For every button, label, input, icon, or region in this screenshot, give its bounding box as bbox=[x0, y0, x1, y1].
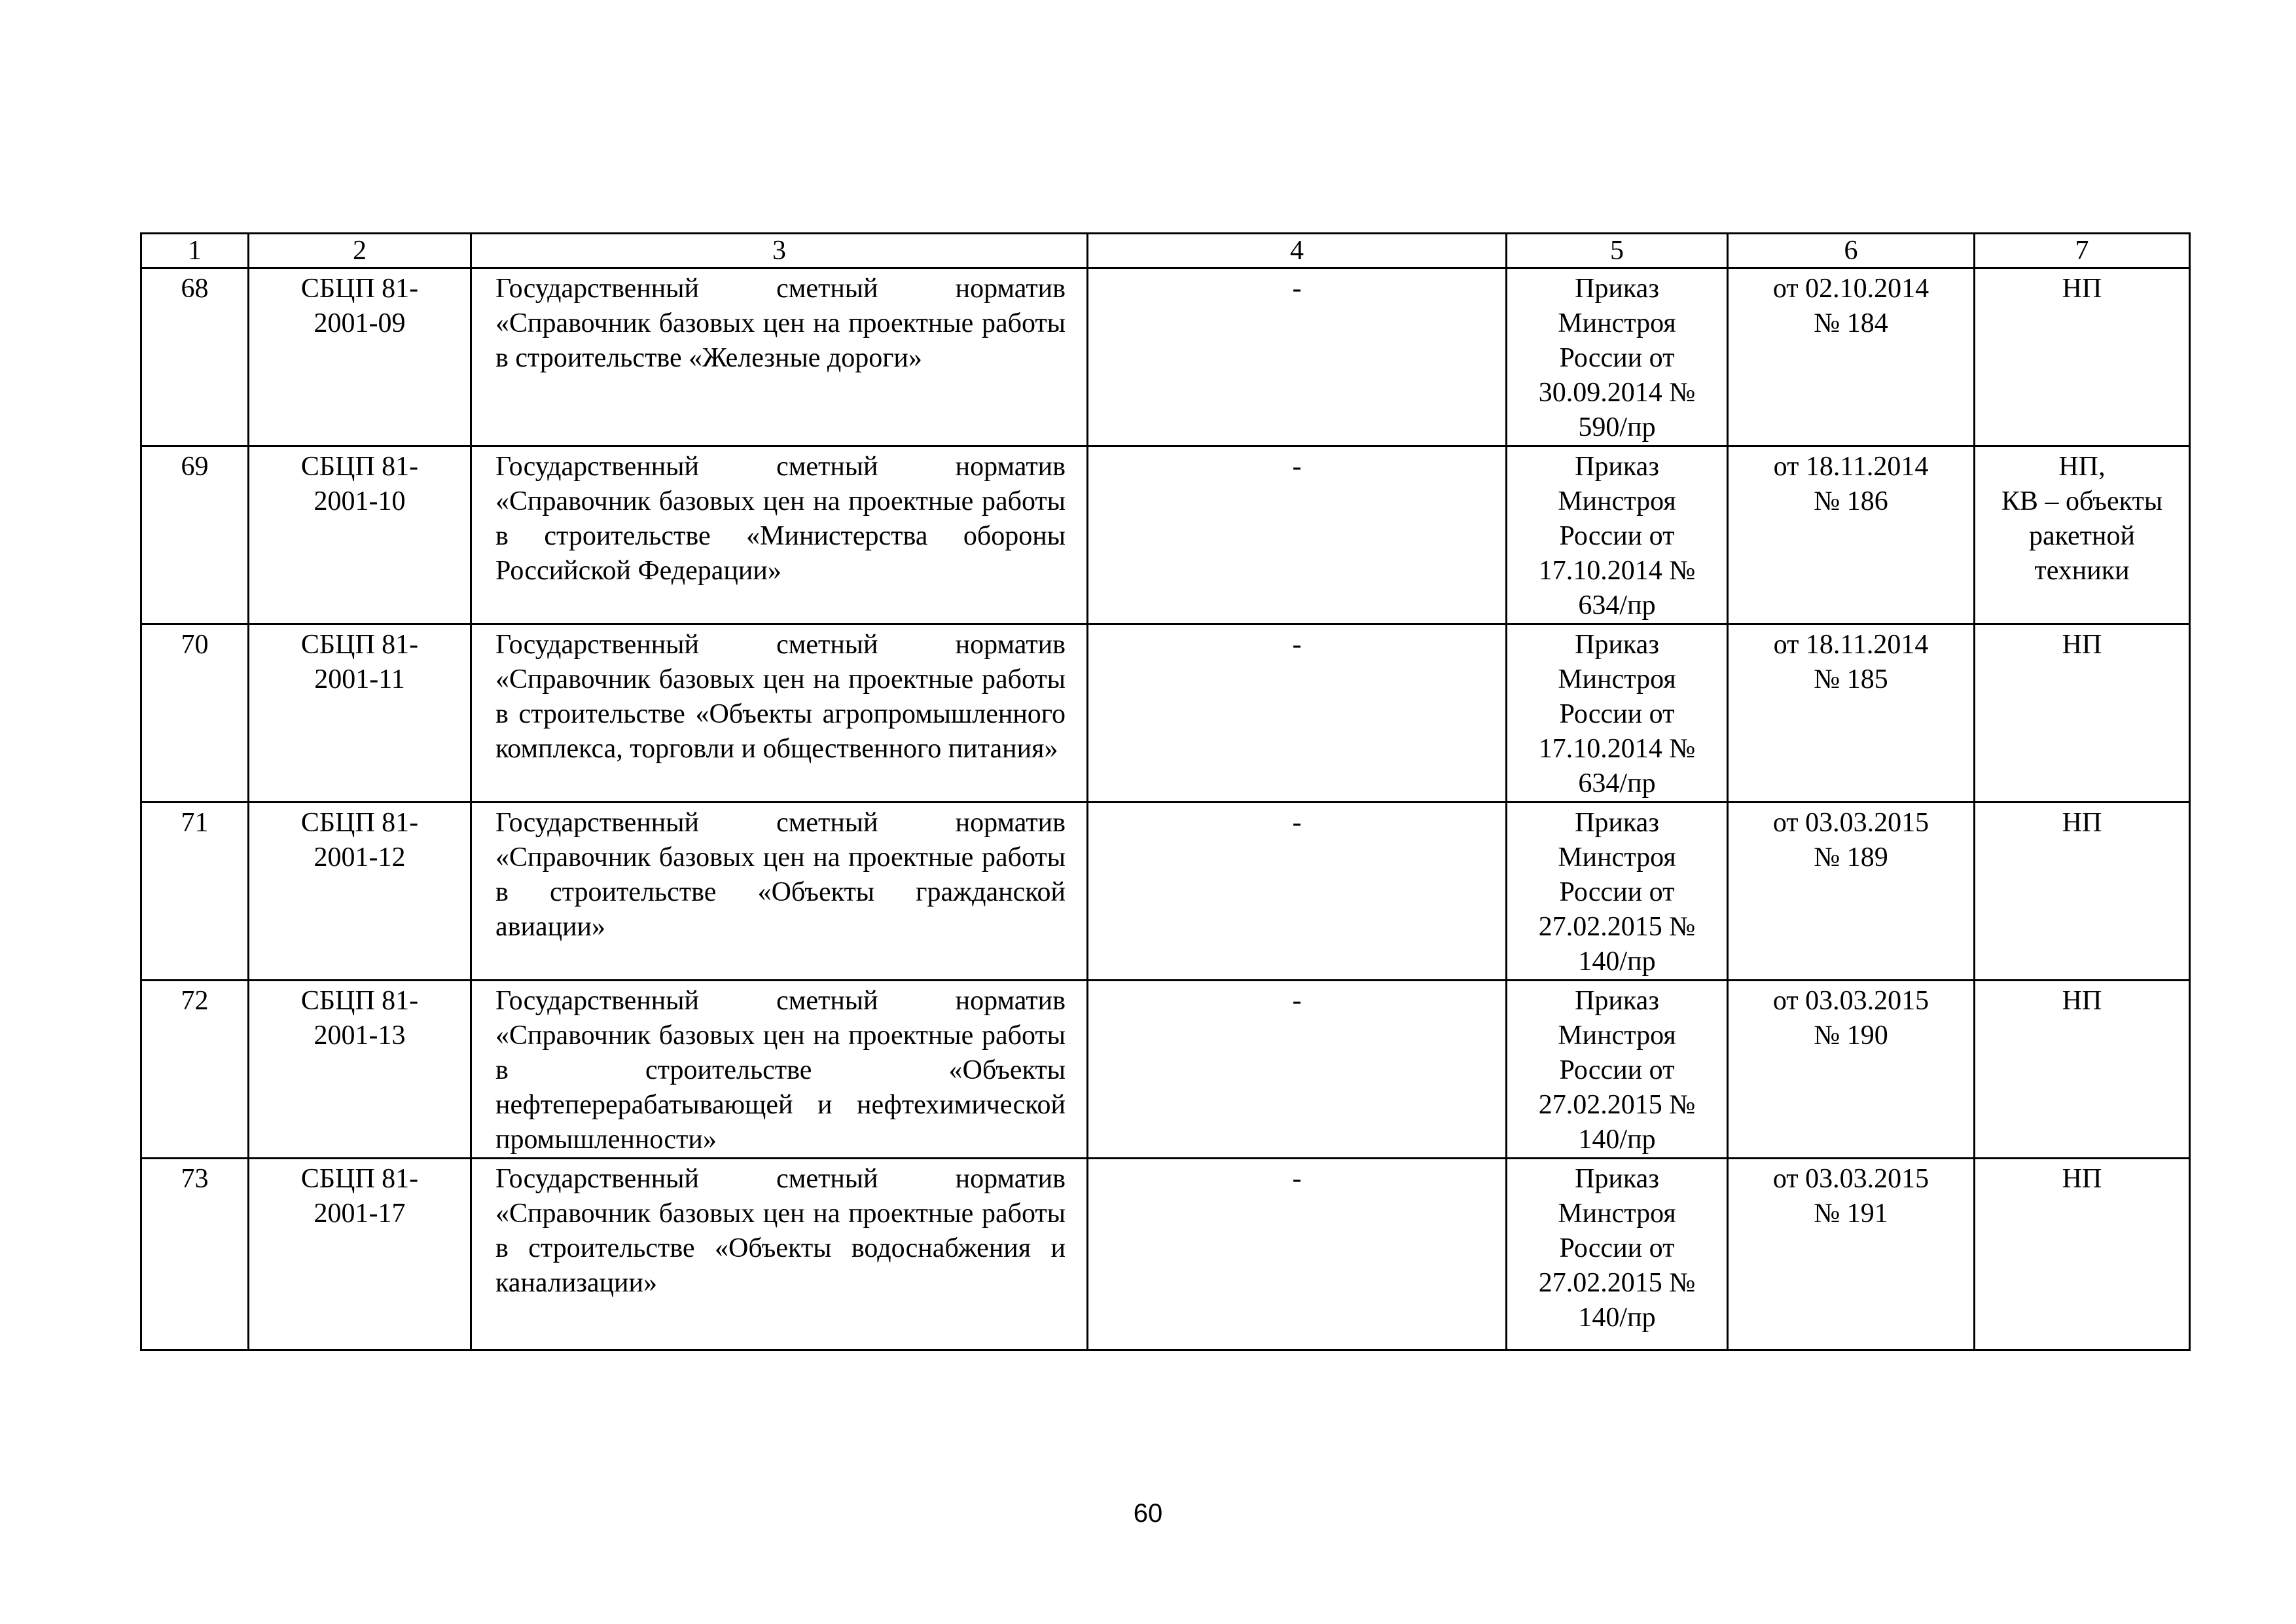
order-line: 27.02.2015 № bbox=[1538, 912, 1696, 942]
registration-date bbox=[1728, 624, 1975, 803]
normative-name: Государственный сметный норматив «Справочник базовых цен на проектные работы в строительстве «Министерства обороны Российской Федерации» bbox=[471, 446, 1088, 624]
approval-order bbox=[1507, 1159, 1728, 1350]
note-line: КВ – объекты bbox=[2001, 486, 2163, 516]
normative-code bbox=[249, 446, 471, 624]
table-row bbox=[141, 803, 2190, 981]
order-line: Приказ bbox=[1575, 452, 1659, 482]
page-number: 60 bbox=[1133, 1499, 1163, 1528]
row-number: 68 bbox=[141, 268, 249, 446]
row-number: 69 bbox=[141, 446, 249, 624]
order-line: Минстроя bbox=[1558, 664, 1676, 695]
order-line: Приказ bbox=[1575, 986, 1659, 1016]
date-line: № 184 bbox=[1814, 308, 1888, 338]
order-line: Приказ bbox=[1575, 274, 1659, 304]
date-line: от 02.10.2014 bbox=[1772, 274, 1929, 304]
table-row bbox=[141, 981, 2190, 1159]
normative-code bbox=[249, 1159, 471, 1350]
note bbox=[1975, 1159, 2190, 1350]
code-line: 2001-10 bbox=[314, 486, 406, 516]
column-header: 1 bbox=[141, 234, 249, 268]
note-line: НП bbox=[2062, 986, 2102, 1016]
order-line: Приказ bbox=[1575, 1164, 1659, 1194]
code-line: СБЦП 81- bbox=[300, 808, 419, 838]
order-line: 634/пр bbox=[1578, 590, 1656, 621]
order-line: 27.02.2015 № bbox=[1538, 1090, 1696, 1120]
date-line: № 191 bbox=[1814, 1199, 1888, 1229]
row-number: 72 bbox=[141, 981, 249, 1159]
normative-code bbox=[249, 268, 471, 446]
order-line: 27.02.2015 № bbox=[1538, 1268, 1696, 1298]
date-line: № 189 bbox=[1814, 842, 1888, 873]
date-line: № 185 bbox=[1814, 664, 1888, 695]
column-header: 3 bbox=[471, 234, 1088, 268]
row-number: 73 bbox=[141, 1159, 249, 1350]
code-line: 2001-11 bbox=[314, 664, 405, 695]
code-line: 2001-13 bbox=[314, 1020, 406, 1051]
order-line: Приказ bbox=[1575, 808, 1659, 838]
approval-order bbox=[1507, 981, 1728, 1159]
note bbox=[1975, 446, 2190, 624]
note bbox=[1975, 624, 2190, 803]
note-line: техники bbox=[2034, 556, 2130, 586]
order-line: 17.10.2014 № bbox=[1538, 556, 1696, 586]
row-number: 71 bbox=[141, 803, 249, 981]
note-line: НП bbox=[2062, 630, 2102, 660]
registration-date bbox=[1728, 981, 1975, 1159]
registration-date bbox=[1728, 1159, 1975, 1350]
column-number-row bbox=[141, 234, 2190, 268]
order-line: Минстроя bbox=[1558, 1020, 1676, 1051]
order-line: России от bbox=[1559, 521, 1675, 551]
order-line: Минстроя bbox=[1558, 1199, 1676, 1229]
code-line: СБЦП 81- bbox=[300, 1164, 419, 1194]
order-line: Приказ bbox=[1575, 630, 1659, 660]
row-number: 70 bbox=[141, 624, 249, 803]
registration-date bbox=[1728, 268, 1975, 446]
note-line: НП bbox=[2062, 808, 2102, 838]
column-header: 2 bbox=[249, 234, 471, 268]
note bbox=[1975, 981, 2190, 1159]
approval-order bbox=[1507, 624, 1728, 803]
note-line: НП bbox=[2062, 1164, 2102, 1194]
normative-name: Государственный сметный норматив «Справочник базовых цен на проектные работы в строительстве «Объекты водоснабжения и канализации» bbox=[471, 1159, 1088, 1350]
approval-order bbox=[1507, 268, 1728, 446]
column-header: 4 bbox=[1088, 234, 1507, 268]
approval-order bbox=[1507, 803, 1728, 981]
normative-code bbox=[249, 981, 471, 1159]
date-line: от 18.11.2014 bbox=[1773, 630, 1929, 660]
note-line: НП bbox=[2062, 274, 2102, 304]
registration-date bbox=[1728, 446, 1975, 624]
code-line: 2001-12 bbox=[314, 842, 406, 873]
normative-code bbox=[249, 803, 471, 981]
code-line: СБЦП 81- bbox=[300, 274, 419, 304]
column-header: 7 bbox=[1975, 234, 2190, 268]
code-line: СБЦП 81- bbox=[300, 452, 419, 482]
date-line: № 190 bbox=[1814, 1020, 1888, 1051]
order-line: 634/пр bbox=[1578, 768, 1656, 799]
column-4-value: - bbox=[1088, 981, 1507, 1159]
normative-name: Государственный сметный норматив «Справочник базовых цен на проектные работы в строительстве «Объекты гражданской авиации» bbox=[471, 803, 1088, 981]
column-4-value: - bbox=[1088, 624, 1507, 803]
order-line: 30.09.2014 № bbox=[1538, 378, 1696, 408]
code-line: СБЦП 81- bbox=[300, 986, 419, 1016]
normative-registry-table bbox=[140, 232, 2191, 1351]
normative-name: Государственный сметный норматив «Справочник базовых цен на проектные работы в строительстве «Объекты нефтеперерабатывающей и нефтехимической промышленности» bbox=[471, 981, 1088, 1159]
registration-date bbox=[1728, 803, 1975, 981]
normative-name: Государственный сметный норматив «Справочник базовых цен на проектные работы в строительстве «Железные дороги» bbox=[471, 268, 1088, 446]
order-line: 140/пр bbox=[1578, 1303, 1656, 1333]
approval-order bbox=[1507, 446, 1728, 624]
date-line: от 03.03.2015 bbox=[1772, 1164, 1929, 1194]
table-row bbox=[141, 624, 2190, 803]
note-line: НП, bbox=[2058, 452, 2106, 482]
order-line: России от bbox=[1559, 343, 1675, 373]
order-line: России от bbox=[1559, 877, 1675, 907]
note bbox=[1975, 268, 2190, 446]
column-4-value: - bbox=[1088, 803, 1507, 981]
order-line: Минстроя bbox=[1558, 308, 1676, 338]
table-row bbox=[141, 446, 2190, 624]
order-line: России от bbox=[1559, 699, 1675, 729]
column-4-value: - bbox=[1088, 268, 1507, 446]
code-line: СБЦП 81- bbox=[300, 630, 419, 660]
date-line: от 03.03.2015 bbox=[1772, 986, 1929, 1016]
order-line: России от bbox=[1559, 1055, 1675, 1085]
order-line: 140/пр bbox=[1578, 1125, 1656, 1155]
column-header: 5 bbox=[1507, 234, 1728, 268]
order-line: 590/пр bbox=[1578, 412, 1656, 442]
date-line: от 18.11.2014 bbox=[1773, 452, 1929, 482]
table-row bbox=[141, 268, 2190, 446]
code-line: 2001-09 bbox=[314, 308, 406, 338]
order-line: 17.10.2014 № bbox=[1538, 734, 1696, 764]
column-header: 6 bbox=[1728, 234, 1975, 268]
normative-name: Государственный сметный норматив «Справочник базовых цен на проектные работы в строительстве «Объекты агропромышленного комплекса, торговли и общественного питания» bbox=[471, 624, 1088, 803]
order-line: России от bbox=[1559, 1233, 1675, 1263]
column-4-value: - bbox=[1088, 446, 1507, 624]
order-line: Минстроя bbox=[1558, 486, 1676, 516]
note-line: ракетной bbox=[2029, 521, 2135, 551]
normative-code bbox=[249, 624, 471, 803]
order-line: Минстроя bbox=[1558, 842, 1676, 873]
note bbox=[1975, 803, 2190, 981]
code-line: 2001-17 bbox=[314, 1199, 406, 1229]
order-line: 140/пр bbox=[1578, 947, 1656, 977]
column-4-value: - bbox=[1088, 1159, 1507, 1350]
date-line: № 186 bbox=[1814, 486, 1888, 516]
date-line: от 03.03.2015 bbox=[1772, 808, 1929, 838]
table-row bbox=[141, 1159, 2190, 1350]
